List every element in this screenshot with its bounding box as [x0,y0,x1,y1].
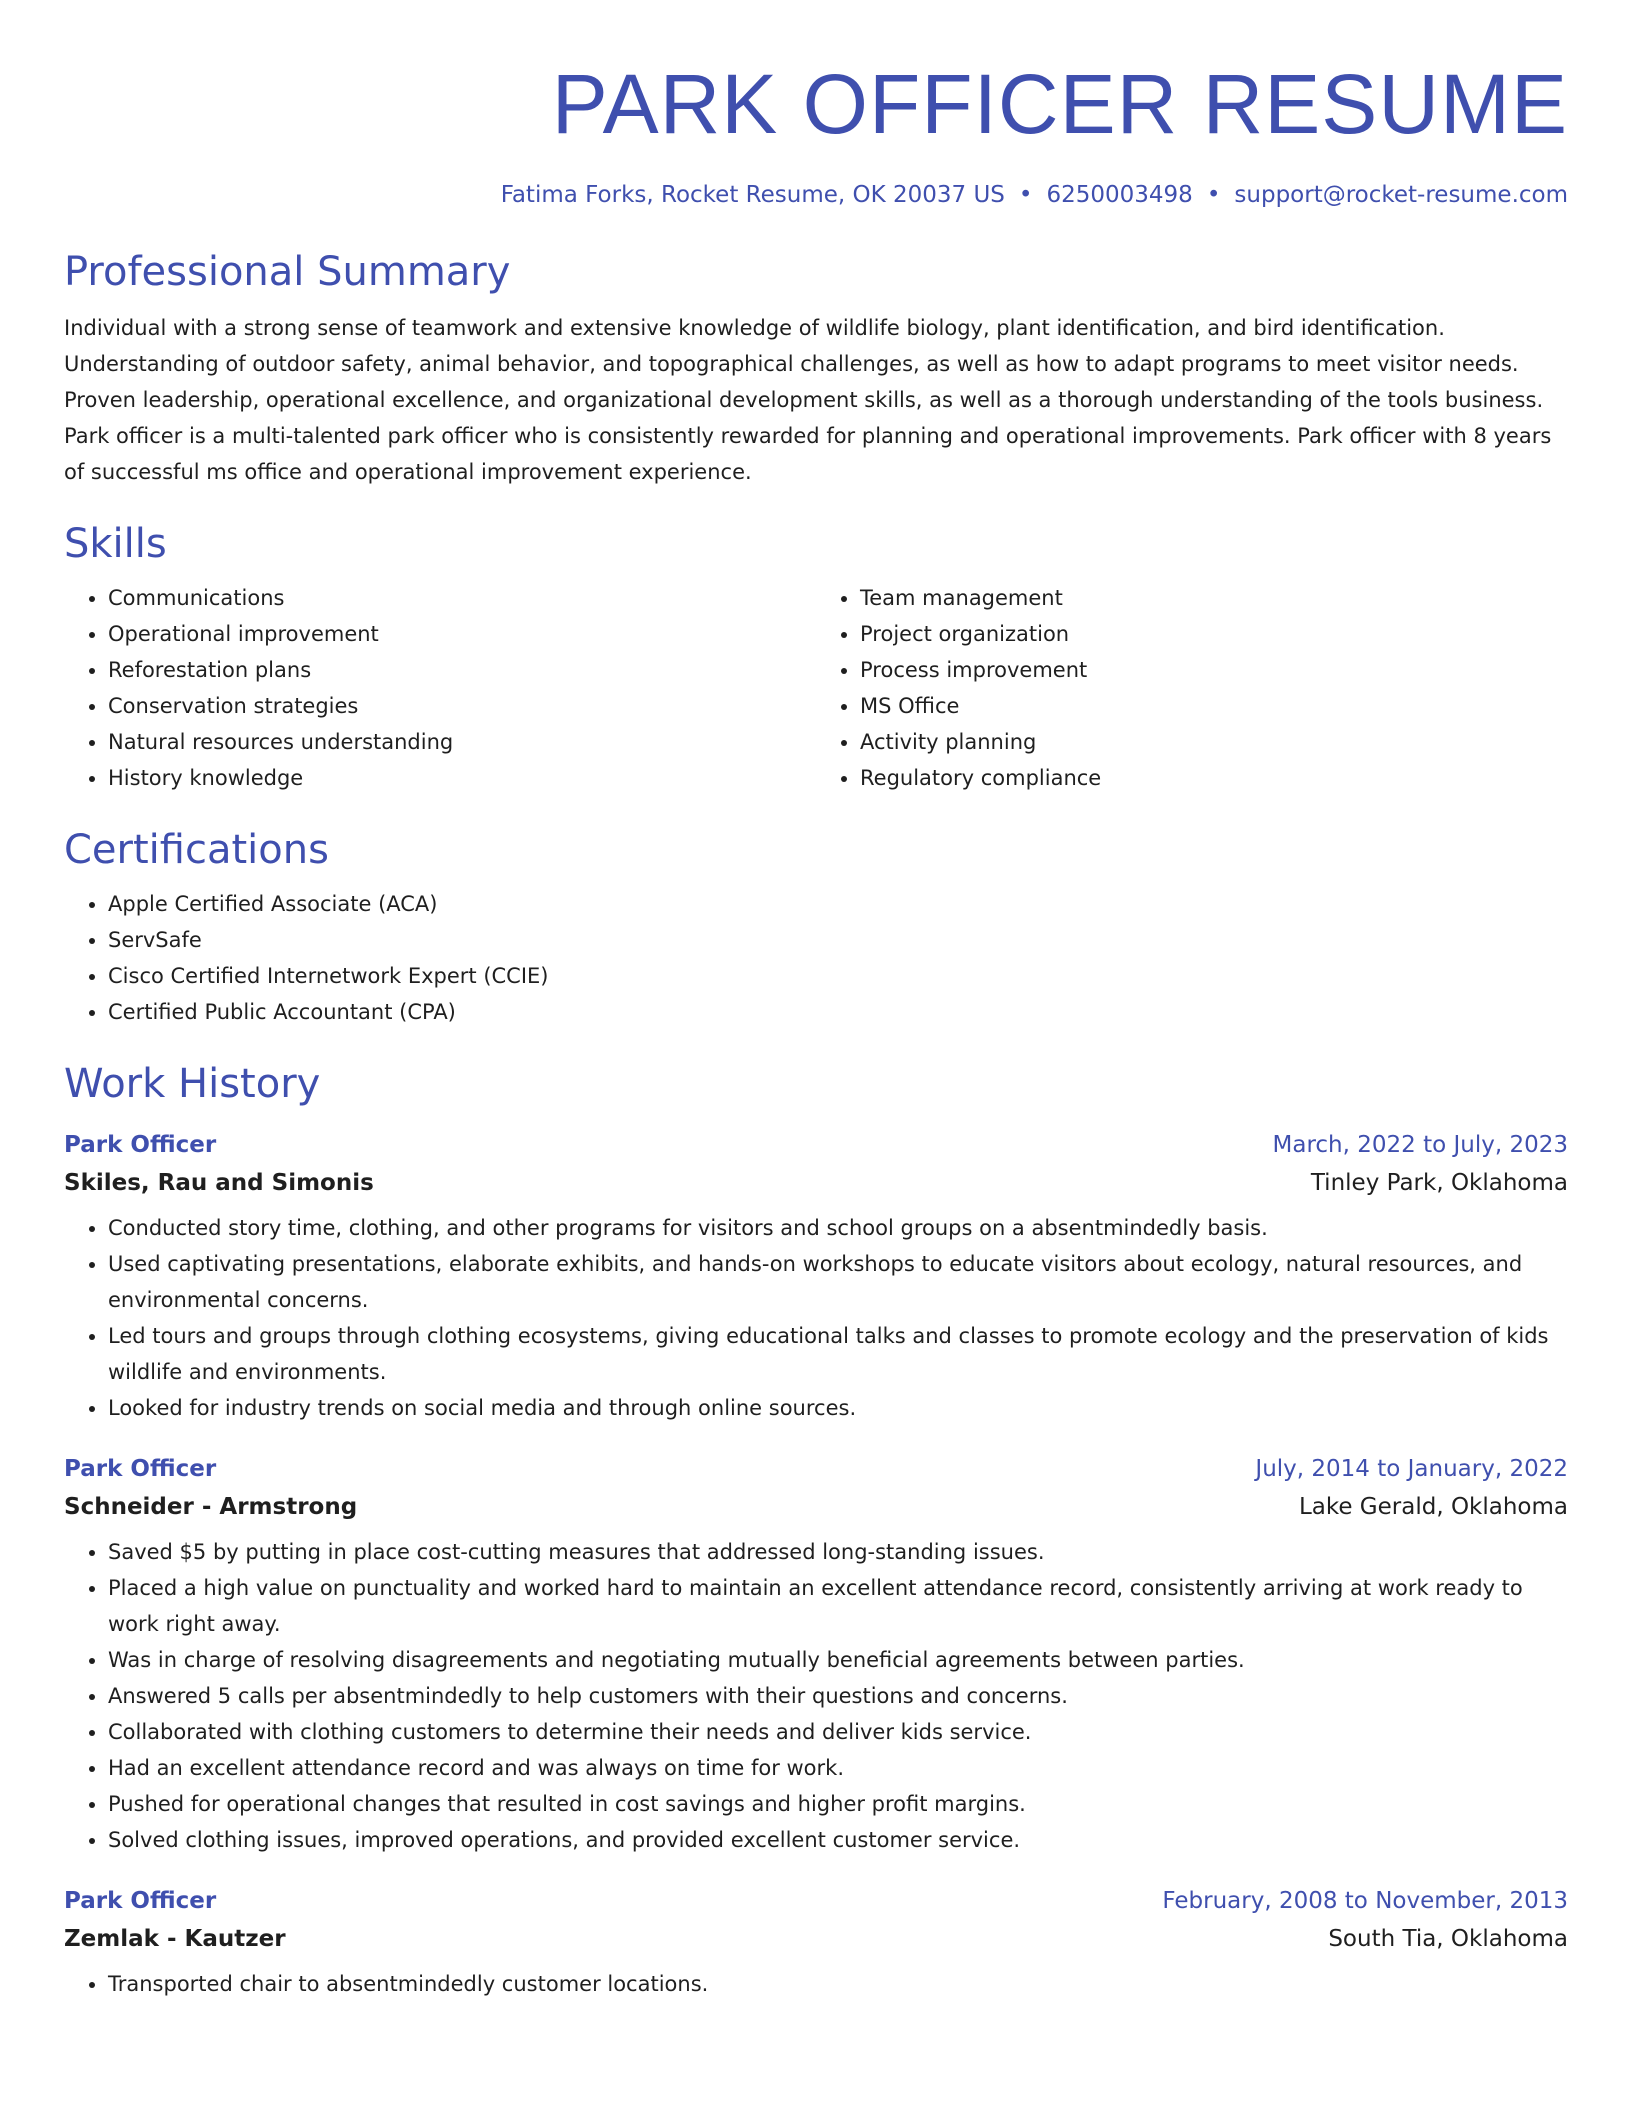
job-subheader [64,1924,1568,1954]
skill-item: • Regulatory compliance [860,760,1568,796]
job-subheader [64,1492,1568,1522]
job-location: Lake Gerald, Oklahoma [1298,1494,1568,1520]
skill-item: • MS Office [860,688,1568,724]
duty-item: • Solved clothing issues, improved operations, and provided excellent customer service. [108,1822,1568,1858]
job-header [64,1454,1568,1484]
skills-list [64,580,1568,796]
job-header [64,1886,1568,1916]
duty-item: • Saved $5 by putting in place cost-cutting measures that addressed long-standing issues. [108,1534,1568,1570]
skill-item: • History knowledge [108,760,816,796]
job-entry [64,1454,1568,1858]
job-title: Park Officer [64,1888,217,1914]
work-history-heading: Work History [64,1061,321,1107]
skill-item: • Activity planning [860,724,1568,760]
summary-text: Individual with a strong sense of teamwork and extensive knowledge of wildlife biology, plant identification, and bird identification. Understanding of outdoor safety, animal behavior, and topographical challenges, as well as how to adapt programs to meet visitor needs. Proven leadership, operational excellence, and organizational development skills, as well as a thorough understanding of the tools business. Park officer is a multi-talented park officer who is consistently rewarded for planning and operational improvements. Park officer with 8 years of successful ms office and operational improvement experience. [64,316,1552,484]
job-dates: July, 2014 to January, 2022 [1255,1456,1568,1482]
duty-item: • Placed a high value on punctuality and worked hard to maintain an excellent attendance record, consistently arriving at work ready to work right away. [108,1570,1568,1642]
skill-item: • Team management [860,580,1568,616]
job-location: South Tia, Oklahoma [1328,1926,1568,1952]
certification-item: • Certified Public Accountant (CPA) [108,994,1568,1030]
skill-item: • Communications [108,580,816,616]
job-dates: March, 2022 to July, 2023 [1272,1132,1568,1158]
job-company: Skiles, Rau and Simonis [64,1170,374,1196]
job-entry [64,1886,1568,2002]
contact-separator: • [1018,182,1033,208]
certification-item: • Cisco Certified Internetwork Expert (CCIE) [108,958,1568,994]
resume-page [64,0,1568,2002]
certifications-list [64,886,1568,1030]
job-entry [64,1130,1568,1426]
certifications-heading: Certifications [64,827,329,873]
skills-column-left [64,580,816,796]
job-company: Schneider - Armstrong [64,1494,358,1520]
job-title: Park Officer [64,1456,217,1482]
duty-item: • Used captivating presentations, elaborate exhibits, and hands-on workshops to educate visitors about ecology, natural resources, and environmental concerns. [108,1246,1568,1318]
job-duties [64,1534,1568,1858]
certification-item: • ServSafe [108,922,1568,958]
duty-item: • Was in charge of resolving disagreements and negotiating mutually beneficial agreements between parties. [108,1642,1568,1678]
duty-item: • Pushed for operational changes that resulted in cost savings and higher profit margins. [108,1786,1568,1822]
job-dates: February, 2008 to November, 2013 [1162,1888,1568,1914]
skills-column-right [816,580,1568,796]
job-subheader [64,1168,1568,1198]
certification-item: • Apple Certified Associate (ACA) [108,886,1568,922]
job-duties [64,1210,1568,1426]
duty-item: • Conducted story time, clothing, and other programs for visitors and school groups on a absentmindedly basis. [108,1210,1568,1246]
skill-item: • Process improvement [860,652,1568,688]
contact-separator: • [1206,182,1221,208]
duty-item: • Transported chair to absentmindedly customer locations. [108,1966,1568,2002]
resume-title: PARK OFFICER RESUME [551,57,1568,151]
duty-item: • Looked for industry trends on social media and through online sources. [108,1390,1568,1426]
duty-item: • Led tours and groups through clothing ecosystems, giving educational talks and classes to promote ecology and the preservation of kids wildlife and environments. [108,1318,1568,1390]
job-title: Park Officer [64,1132,217,1158]
duty-item: • Collaborated with clothing customers to determine their needs and deliver kids service. [108,1714,1568,1750]
contact-email: support@rocket-resume.com [1234,182,1568,208]
job-header [64,1130,1568,1160]
contact-phone: 6250003498 [1046,182,1193,208]
summary-heading: Professional Summary [64,249,511,295]
skill-item: • Project organization [860,616,1568,652]
job-company: Zemlak - Kautzer [64,1926,286,1952]
contact-line [64,180,1568,210]
job-location: Tinley Park, Oklahoma [1310,1170,1568,1196]
duty-item: • Answered 5 calls per absentmindedly to help customers with their questions and concerns. [108,1678,1568,1714]
skill-item: • Reforestation plans [108,652,816,688]
skill-item: • Conservation strategies [108,688,816,724]
skill-item: • Operational improvement [108,616,816,652]
duty-item: • Had an excellent attendance record and was always on time for work. [108,1750,1568,1786]
contact-address: Fatima Forks, Rocket Resume, OK 20037 US [500,182,1005,208]
job-duties [64,1966,1568,2002]
skill-item: • Natural resources understanding [108,724,816,760]
skills-heading: Skills [64,521,167,567]
